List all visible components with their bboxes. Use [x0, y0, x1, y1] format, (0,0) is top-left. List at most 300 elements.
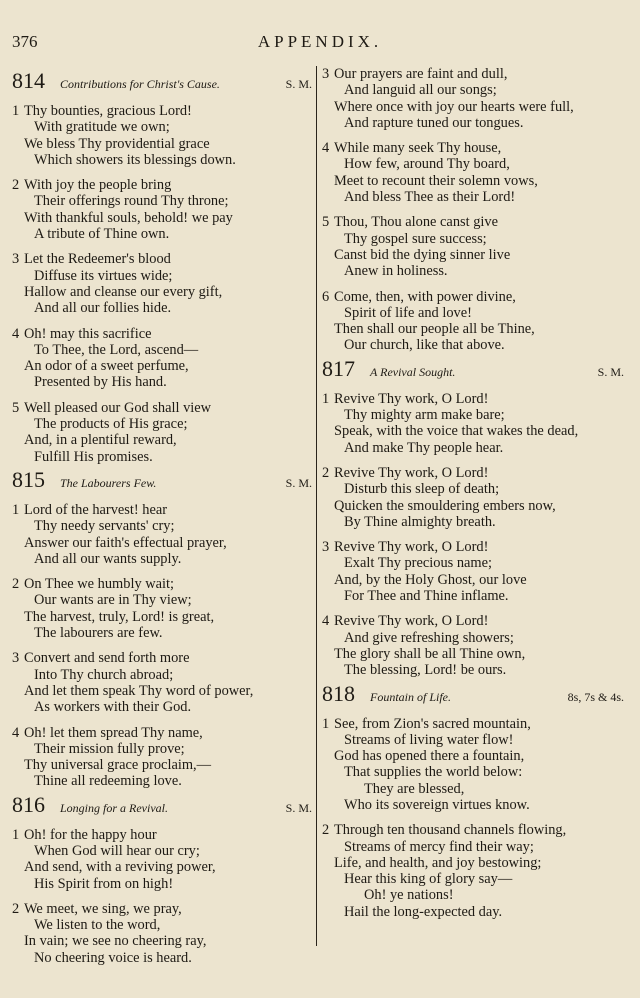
verse-line: [322, 173, 624, 189]
verse-text: And all our wants supply.: [34, 550, 182, 567]
hymn-heading: [12, 467, 312, 493]
stanza: [322, 214, 624, 279]
stanza-number: [322, 555, 334, 571]
stanza: [12, 502, 312, 567]
column-divider: [316, 66, 317, 946]
verse-text: That supplies the world below:: [344, 764, 523, 781]
verse-text: As workers with their God.: [34, 699, 192, 716]
verse-line: [12, 226, 312, 242]
hymn-number: 816: [12, 791, 45, 817]
verse-text: Lord of the harvest! hear: [24, 501, 168, 518]
verse-text: And, by the Holy Ghost, our love: [334, 571, 527, 588]
verse-line: [12, 551, 312, 567]
hymn-title: Longing for a Revival.: [60, 800, 168, 815]
hymn-heading: [12, 792, 312, 818]
stanza-number: [322, 115, 334, 131]
hymn-title: Fountain of Life.: [370, 689, 451, 704]
stanza-number: 3: [322, 539, 330, 556]
stanza: [12, 725, 312, 790]
stanza-number: [322, 662, 334, 678]
verse-text: Revive Thy work, O Lord!: [334, 464, 489, 481]
stanza-number: [12, 757, 24, 773]
verse-line: [322, 140, 624, 156]
verse-line: [12, 683, 312, 699]
verse-text: Who its sovereign virtues know.: [344, 796, 530, 813]
stanza-number: [12, 551, 24, 567]
stanza: [322, 716, 624, 814]
verse-text: Well pleased our God shall view: [24, 399, 212, 416]
verse-text: Their mission fully prove;: [34, 740, 185, 757]
verse-line: [322, 716, 624, 732]
verse-line: [12, 326, 312, 342]
stanza: [12, 177, 312, 242]
verse-text: And bless Thee as their Lord!: [344, 189, 516, 206]
stanza-number: [12, 284, 24, 300]
verse-text: Quicken the smouldering embers now,: [334, 497, 556, 514]
verse-line: [12, 103, 312, 119]
verse-text: Their offerings round Thy throne;: [34, 193, 229, 210]
verse-line: [322, 337, 624, 353]
verse-line: [12, 650, 312, 666]
verse-line: [12, 210, 312, 226]
verse-line: [322, 613, 624, 629]
stanza-number: [322, 99, 334, 115]
right-column: [322, 66, 624, 920]
verse-text: Answer our faith's effectual prayer,: [24, 534, 227, 551]
verse-line: [322, 514, 624, 530]
verse-text: Thy mighty arm make bare;: [344, 407, 505, 424]
stanza-number: [12, 226, 24, 242]
stanza-number: [322, 321, 334, 337]
verse-line: [12, 950, 312, 966]
stanza: [12, 251, 312, 316]
verse-line: [12, 284, 312, 300]
verse-text: The labourers are few.: [34, 625, 163, 642]
stanza-number: [322, 855, 334, 871]
stanza-number: [322, 173, 334, 189]
verse-line: [322, 539, 624, 555]
verse-line: [12, 374, 312, 390]
stanza-number: [12, 699, 24, 715]
stanza-number: [322, 764, 334, 780]
verse-text: The glory shall be all Thine own,: [334, 645, 526, 662]
stanza: [322, 465, 624, 530]
verse-line: [322, 498, 624, 514]
stanza: [12, 400, 312, 465]
verse-text: We listen to the word,: [34, 917, 161, 934]
verse-text: How few, around Thy board,: [344, 156, 510, 173]
verse-text: Then shall our people all be Thine,: [334, 321, 535, 338]
verse-line: [322, 904, 624, 920]
verse-text: Hail the long-expected day.: [344, 903, 503, 920]
stanza-number: [322, 572, 334, 588]
hymn-meter: S. M.: [285, 800, 312, 815]
verse-line: [322, 115, 624, 131]
verse-text: Revive Thy work, O Lord!: [334, 390, 489, 407]
verse-line: [12, 576, 312, 592]
verse-text: Streams of living water flow!: [344, 731, 514, 748]
verse-text: Anew in holiness.: [344, 263, 448, 280]
verse-text: See, from Zion's sacred mountain,: [334, 715, 531, 732]
stanza-number: 2: [322, 822, 330, 839]
verse-line: [12, 268, 312, 284]
verse-line: [322, 407, 624, 423]
verse-text: Which showers its blessings down.: [34, 151, 236, 168]
verse-text: And languid all our songs;: [344, 82, 497, 99]
stanza-number: [12, 741, 24, 757]
stanza-number: [322, 231, 334, 247]
verse-text: With joy the people bring: [24, 177, 172, 194]
stanza-number: 1: [322, 715, 330, 732]
verse-text: Thy needy servants' cry;: [34, 518, 175, 535]
stanza: [322, 289, 624, 354]
stanza-number: 5: [322, 214, 330, 231]
stanza-number: [322, 646, 334, 662]
stanza-number: 1: [12, 103, 20, 119]
stanza-number: [322, 904, 334, 920]
stanza-number: [12, 592, 24, 608]
hymn-heading: [322, 681, 624, 707]
hymn-meter: S. M.: [285, 77, 312, 91]
verse-text: The products of His grace;: [34, 416, 188, 433]
stanza-number: [322, 498, 334, 514]
stanza-number: [322, 481, 334, 497]
verse-text: An odor of a sweet perfume,: [24, 358, 189, 375]
verse-text: Oh! let them spread Thy name,: [24, 724, 203, 741]
verse-text: Where once with joy our hearts were full,: [334, 98, 574, 115]
stanza-number: [12, 342, 24, 358]
stanza-number: [322, 423, 334, 439]
verse-text: And, in a plentiful reward,: [24, 432, 177, 449]
verse-line: [322, 839, 624, 855]
verse-text: Meet to recount their solemn vows,: [334, 172, 538, 189]
hymn-title: A Revival Sought.: [370, 364, 456, 379]
verse-line: [322, 99, 624, 115]
verse-line: [322, 781, 624, 797]
stanza-number: [12, 210, 24, 226]
hymn-number: 818: [322, 680, 355, 706]
verse-line: [12, 667, 312, 683]
stanza-number: [12, 152, 24, 168]
verse-text: Oh! for the happy hour: [24, 826, 157, 843]
verse-line: [12, 827, 312, 843]
stanza-number: [12, 859, 24, 875]
stanza-number: [322, 748, 334, 764]
stanza-number: 6: [322, 288, 330, 305]
verse-text: With thankful souls, behold! we pay: [24, 209, 233, 226]
hymn-title: The Labourers Few.: [60, 475, 157, 490]
verse-text: Exalt Thy precious name;: [344, 555, 492, 572]
stanza-number: [322, 887, 334, 903]
verse-line: [12, 876, 312, 892]
verse-line: [322, 247, 624, 263]
stanza-number: 3: [12, 251, 20, 268]
stanza-number: [322, 440, 334, 456]
verse-text: Convert and send forth more: [24, 650, 190, 667]
stanza: [12, 650, 312, 715]
verse-line: [12, 859, 312, 875]
stanza-number: 4: [322, 613, 330, 630]
stanza-number: [12, 625, 24, 641]
stanza-number: [12, 773, 24, 789]
stanza-number: [322, 407, 334, 423]
verse-text: Thou, Thou alone canst give: [334, 214, 498, 231]
verse-text: Our wants are in Thy view;: [34, 592, 192, 609]
verse-line: [322, 572, 624, 588]
stanza-number: [12, 535, 24, 551]
stanza-number: [12, 876, 24, 892]
verse-text: Thy universal grace proclaim,—: [24, 757, 212, 774]
stanza-number: [322, 82, 334, 98]
verse-text: For Thee and Thine inflame.: [344, 588, 509, 605]
stanza-number: 1: [12, 826, 20, 843]
verse-text: His Spirit from on high!: [34, 875, 174, 892]
verse-text: And let them speak Thy word of power,: [24, 682, 254, 699]
verse-line: [12, 592, 312, 608]
verse-line: [322, 189, 624, 205]
stanza-number: 2: [12, 576, 20, 593]
verse-text: And all our follies hide.: [34, 300, 172, 317]
running-head: APPENDIX.: [257, 32, 383, 51]
stanza-number: [322, 871, 334, 887]
left-column: [12, 66, 312, 966]
verse-line: [322, 391, 624, 407]
verse-text: The blessing, Lord! be ours.: [344, 662, 507, 679]
verse-line: [322, 588, 624, 604]
stanza-number: [322, 588, 334, 604]
verse-text: Oh! may this sacrifice: [24, 325, 152, 342]
stanza-number: [322, 839, 334, 855]
verse-text: The harvest, truly, Lord! is great,: [24, 608, 215, 625]
verse-line: [12, 358, 312, 374]
verse-line: [322, 748, 624, 764]
verse-line: [12, 699, 312, 715]
stanza-number: 1: [322, 390, 330, 407]
verse-text: Spirit of life and love!: [344, 304, 472, 321]
verse-text: In vain; we see no cheering ray,: [24, 933, 207, 950]
verse-line: [12, 741, 312, 757]
verse-line: [322, 305, 624, 321]
stanza-number: [322, 514, 334, 530]
verse-text: Let the Redeemer's blood: [24, 251, 171, 268]
verse-line: [12, 518, 312, 534]
verse-line: [12, 300, 312, 316]
stanza-number: [12, 843, 24, 859]
verse-line: [12, 917, 312, 933]
stanza-number: [12, 300, 24, 316]
verse-text: A tribute of Thine own.: [34, 226, 170, 243]
verse-text: By Thine almighty breath.: [344, 513, 496, 530]
verse-line: [12, 449, 312, 465]
hymn-meter: S. M.: [285, 475, 312, 490]
verse-line: [322, 321, 624, 337]
verse-line: [12, 773, 312, 789]
stanza-number: 3: [322, 66, 330, 82]
stanza-number: [12, 136, 24, 152]
stanza-number: [12, 374, 24, 390]
verse-line: [12, 342, 312, 358]
verse-text: Streams of mercy find their way;: [344, 838, 534, 855]
verse-text: They are blessed,: [364, 780, 465, 797]
stanza-number: [12, 449, 24, 465]
verse-text: Diffuse its virtues wide;: [34, 267, 173, 284]
stanza-number: 2: [322, 464, 330, 481]
verse-line: [12, 416, 312, 432]
verse-text: Life, and health, and joy bestowing;: [334, 854, 542, 871]
verse-line: [12, 502, 312, 518]
verse-line: [322, 214, 624, 230]
verse-line: [322, 732, 624, 748]
verse-text: Come, then, with power divine,: [334, 288, 516, 305]
stanza-number: [322, 781, 334, 797]
verse-text: Thy gospel sure success;: [344, 230, 487, 247]
stanza: [12, 326, 312, 391]
hymn-heading: [12, 68, 312, 94]
hymn-number: 814: [12, 68, 45, 93]
stanza-number: [12, 609, 24, 625]
page-number: 376: [12, 32, 38, 51]
stanza-number: [322, 630, 334, 646]
hymn-meter: S. M.: [597, 364, 624, 379]
stanza-number: 3: [12, 650, 20, 667]
verse-line: [322, 855, 624, 871]
stanza-number: [12, 358, 24, 374]
verse-line: [322, 481, 624, 497]
hymn-meter: 8s, 7s & 4s.: [567, 689, 624, 704]
verse-line: [12, 609, 312, 625]
stanza-number: [12, 268, 24, 284]
stanza-number: [12, 933, 24, 949]
verse-line: [322, 822, 624, 838]
stanza: [322, 140, 624, 205]
verse-text: Presented by His hand.: [34, 374, 167, 391]
verse-line: [12, 119, 312, 135]
verse-line: [12, 432, 312, 448]
stanza-number: [322, 189, 334, 205]
verse-line: [322, 440, 624, 456]
stanza-number: 4: [12, 325, 20, 342]
verse-line: [12, 152, 312, 168]
verse-text: And send, with a reviving power,: [24, 859, 216, 876]
stanza-number: [322, 305, 334, 321]
verse-text: And rapture tuned our tongues.: [344, 114, 524, 131]
stanza-number: [322, 797, 334, 813]
stanza: [322, 539, 624, 604]
verse-text: On Thee we humbly wait;: [24, 576, 175, 593]
verse-line: [12, 901, 312, 917]
verse-line: [322, 82, 624, 98]
stanza: [322, 66, 624, 131]
verse-text: Disturb this sleep of death;: [344, 481, 500, 498]
verse-line: [12, 757, 312, 773]
verse-text: And give refreshing showers;: [344, 629, 514, 646]
verse-line: [12, 535, 312, 551]
stanza-number: [12, 119, 24, 135]
stanza-number: [322, 337, 334, 353]
verse-line: [322, 263, 624, 279]
hymn-number: 815: [12, 466, 45, 492]
verse-line: [12, 933, 312, 949]
verse-text: To Thee, the Lord, ascend—: [34, 341, 199, 358]
verse-text: Speak, with the voice that wakes the dead,: [334, 423, 579, 440]
verse-text: Oh! ye nations!: [364, 887, 454, 904]
stanza: [322, 613, 624, 678]
stanza-number: 4: [322, 140, 330, 157]
verse-line: [12, 193, 312, 209]
verse-line: [322, 797, 624, 813]
verse-line: [322, 887, 624, 903]
stanza-number: [12, 917, 24, 933]
verse-text: Hallow and cleanse our every gift,: [24, 283, 223, 300]
stanza: [12, 901, 312, 966]
stanza: [12, 827, 312, 892]
verse-line: [322, 423, 624, 439]
stanza-number: [12, 193, 24, 209]
verse-text: Canst bid the dying sinner live: [334, 246, 511, 263]
verse-line: [322, 231, 624, 247]
verse-text: We bless Thy providential grace: [24, 135, 210, 152]
verse-line: [322, 764, 624, 780]
verse-text: Our church, like that above.: [344, 337, 505, 354]
verse-line: [12, 136, 312, 152]
verse-text: While many seek Thy house,: [334, 140, 502, 157]
stanza: [322, 822, 624, 920]
stanza-number: [322, 263, 334, 279]
verse-text: Hear this king of glory say—: [344, 871, 513, 888]
stanza-number: [12, 683, 24, 699]
verse-line: [12, 625, 312, 641]
stanza-number: 4: [12, 724, 20, 741]
verse-line: [12, 251, 312, 267]
hymn-title: Contributions for Christ's Cause.: [60, 77, 220, 91]
stanza-number: [12, 518, 24, 534]
verse-line: [322, 630, 624, 646]
verse-line: [322, 555, 624, 571]
stanza-number: [12, 432, 24, 448]
verse-text: Revive Thy work, O Lord!: [334, 539, 489, 556]
verse-text: Thy bounties, gracious Lord!: [24, 103, 192, 119]
stanza-number: [12, 667, 24, 683]
stanza-number: 5: [12, 399, 20, 416]
verse-text: Fulfill His promises.: [34, 448, 153, 465]
stanza-number: [12, 950, 24, 966]
verse-line: [322, 289, 624, 305]
stanza-number: 1: [12, 501, 20, 518]
verse-line: [12, 725, 312, 741]
stanza-number: 2: [12, 900, 20, 917]
verse-line: [12, 843, 312, 859]
hymn-heading: [322, 356, 624, 382]
stanza-number: [322, 156, 334, 172]
verse-text: We meet, we sing, we pray,: [24, 900, 182, 917]
verse-text: Revive Thy work, O Lord!: [334, 613, 489, 630]
verse-line: [12, 400, 312, 416]
verse-line: [322, 646, 624, 662]
stanza-number: [322, 247, 334, 263]
hymn-number: 817: [322, 355, 355, 381]
stanza-number: [12, 416, 24, 432]
verse-line: [322, 465, 624, 481]
verse-line: [322, 871, 624, 887]
verse-line: [322, 156, 624, 172]
verse-text: When God will hear our cry;: [34, 842, 200, 859]
verse-text: With gratitude we own;: [34, 119, 170, 136]
verse-text: No cheering voice is heard.: [34, 949, 192, 966]
verse-text: And make Thy people hear.: [344, 439, 504, 456]
stanza: [12, 576, 312, 641]
stanza-number: 2: [12, 177, 20, 194]
verse-text: Through ten thousand channels flowing,: [334, 822, 567, 839]
